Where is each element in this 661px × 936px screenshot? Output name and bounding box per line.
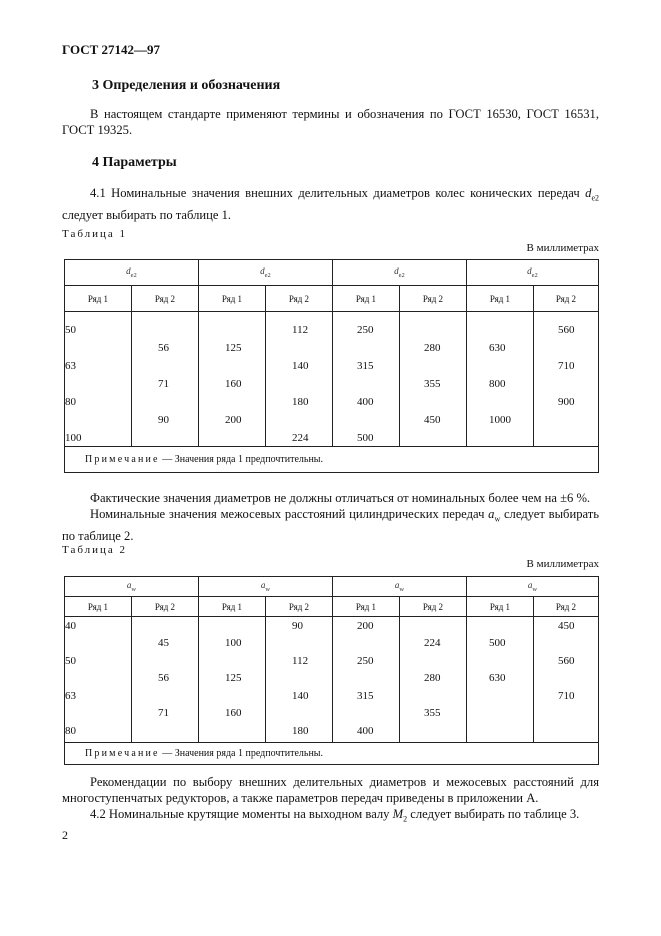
table-cell: 100 [65,432,82,444]
table-cell: 800 [489,378,506,390]
paragraph-recommendations: Рекомендации по выбору внешних делительных диаметров и межосевых расстояний для многоступенчатых редукторов, а также параметров передач приведены в приложении А. [62,775,599,805]
column-header: Ряд 2 [132,286,199,312]
table-cell: 315 [357,690,374,702]
table-cell: 710 [558,690,575,702]
table-1-note: Примечание — Значения ряда 1 предпочтительны. [65,447,599,473]
page-number: 2 [62,828,68,842]
table-1-unit: В миллиметрах [526,242,599,254]
section-4-title: 4 Параметры [92,155,177,170]
table-2-group-header: $a_w$ [65,577,199,597]
table-cell: 280 [424,672,441,684]
table-cell: 560 [558,324,575,336]
column-header: Ряд 1 [333,286,400,312]
column-header: Ряд 1 [333,597,400,617]
table-cell: 710 [558,360,575,372]
table-cell: 450 [424,414,441,426]
table-cell: 100 [225,637,242,649]
table-cell: 900 [558,396,575,408]
table-cell: 1000 [489,414,511,426]
table-cell: 112 [292,655,309,667]
column-header: Ряд 1 [467,597,534,617]
table-cell: 400 [357,725,374,737]
table-cell: 140 [292,690,309,702]
table-cell: 71 [158,707,169,719]
table-cell: 630 [489,672,506,684]
table-cell: 80 [65,396,76,408]
table-cell: 355 [424,707,441,719]
table-cell: 125 [225,672,242,684]
table-cell: 180 [292,725,309,737]
table-cell: 50 [65,655,76,667]
column-header: Ряд 2 [534,286,599,312]
table-cell: 224 [292,432,309,444]
table-1-group-header: $d_{e2}$ [467,260,599,286]
table-cell: 56 [158,672,169,684]
table-cell: 160 [225,378,242,390]
table-cell: 90 [158,414,169,426]
table-1-group-header: $d_{e2}$ [65,260,199,286]
paragraph-4-1: 4.1 Номинальные значения внешних делительных диаметров колес конических передач $d_{e2}$ следует выбирать по таблице 1. [62,186,599,222]
table-cell: 280 [424,342,441,354]
table-cell: 200 [225,414,242,426]
paragraph-actual-values: Фактические значения диаметров не должны отличаться от номинальных более чем на ±6 %. [90,491,591,505]
table-cell: 50 [65,324,76,336]
table-2-caption: Таблица 2 [62,544,126,556]
table-cell: 315 [357,360,374,372]
column-header: Ряд 2 [400,597,467,617]
table-cell: 180 [292,396,309,408]
table-cell: 90 [292,620,303,632]
column-header: Ряд 2 [400,286,467,312]
table-2-group-header: $a_w$ [199,577,333,597]
column-header: Ряд 2 [534,597,599,617]
table-2-group-header: $a_w$ [333,577,467,597]
paragraph-axis-distance: Номинальные значения межосевых расстояний цилиндрических передач $a_w$ следует выбирать по таблице 2. [62,507,599,543]
table-cell: 500 [357,432,374,444]
table-cell: 630 [489,342,506,354]
table-cell: 45 [158,637,169,649]
table-2 [64,576,599,765]
table-cell: 140 [292,360,309,372]
table-cell: 500 [489,637,506,649]
table-1-group-header: $d_{e2}$ [333,260,467,286]
document-header: ГОСТ 27142—97 [62,42,161,57]
table-cell: 63 [65,690,76,702]
column-header: Ряд 1 [467,286,534,312]
column-header: Ряд 1 [65,597,132,617]
column-header: Ряд 2 [266,286,333,312]
table-2-group-header: $a_w$ [467,577,599,597]
table-1-group-header: $d_{e2}$ [199,260,333,286]
table-2-note: Примечание — Значения ряда 1 предпочтительны. [65,743,599,765]
table-cell: 56 [158,342,169,354]
paragraph-4-2: 4.2 Номинальные крутящие моменты на выходном валу $M_2$ следует выбирать по таблице 3. [90,807,580,824]
column-header: Ряд 2 [266,597,333,617]
table-cell: 250 [357,324,374,336]
table-2-unit: В миллиметрах [526,558,599,570]
section-3-text: В настоящем стандарте применяют термины и обозначения по ГОСТ 16530, ГОСТ 16531, ГОСТ 19325. [62,107,599,137]
table-cell: 63 [65,360,76,372]
table-cell: 560 [558,655,575,667]
table-cell: 160 [225,707,242,719]
column-header: Ряд 2 [132,597,199,617]
table-cell: 400 [357,396,374,408]
table-cell: 450 [558,620,575,632]
table-cell: 112 [292,324,309,336]
section-3-title: 3 Определения и обозначения [92,78,281,93]
table-cell: 200 [357,620,374,632]
table-cell: 40 [65,620,76,632]
table-1-caption: Таблица 1 [62,228,126,240]
table-1 [64,259,599,473]
column-header: Ряд 1 [199,286,266,312]
table-cell: 125 [225,342,242,354]
table-cell: 224 [424,637,441,649]
table-cell: 355 [424,378,441,390]
table-cell: 250 [357,655,374,667]
table-cell: 71 [158,378,169,390]
column-header: Ряд 1 [199,597,266,617]
column-header: Ряд 1 [65,286,132,312]
table-cell: 80 [65,725,76,737]
